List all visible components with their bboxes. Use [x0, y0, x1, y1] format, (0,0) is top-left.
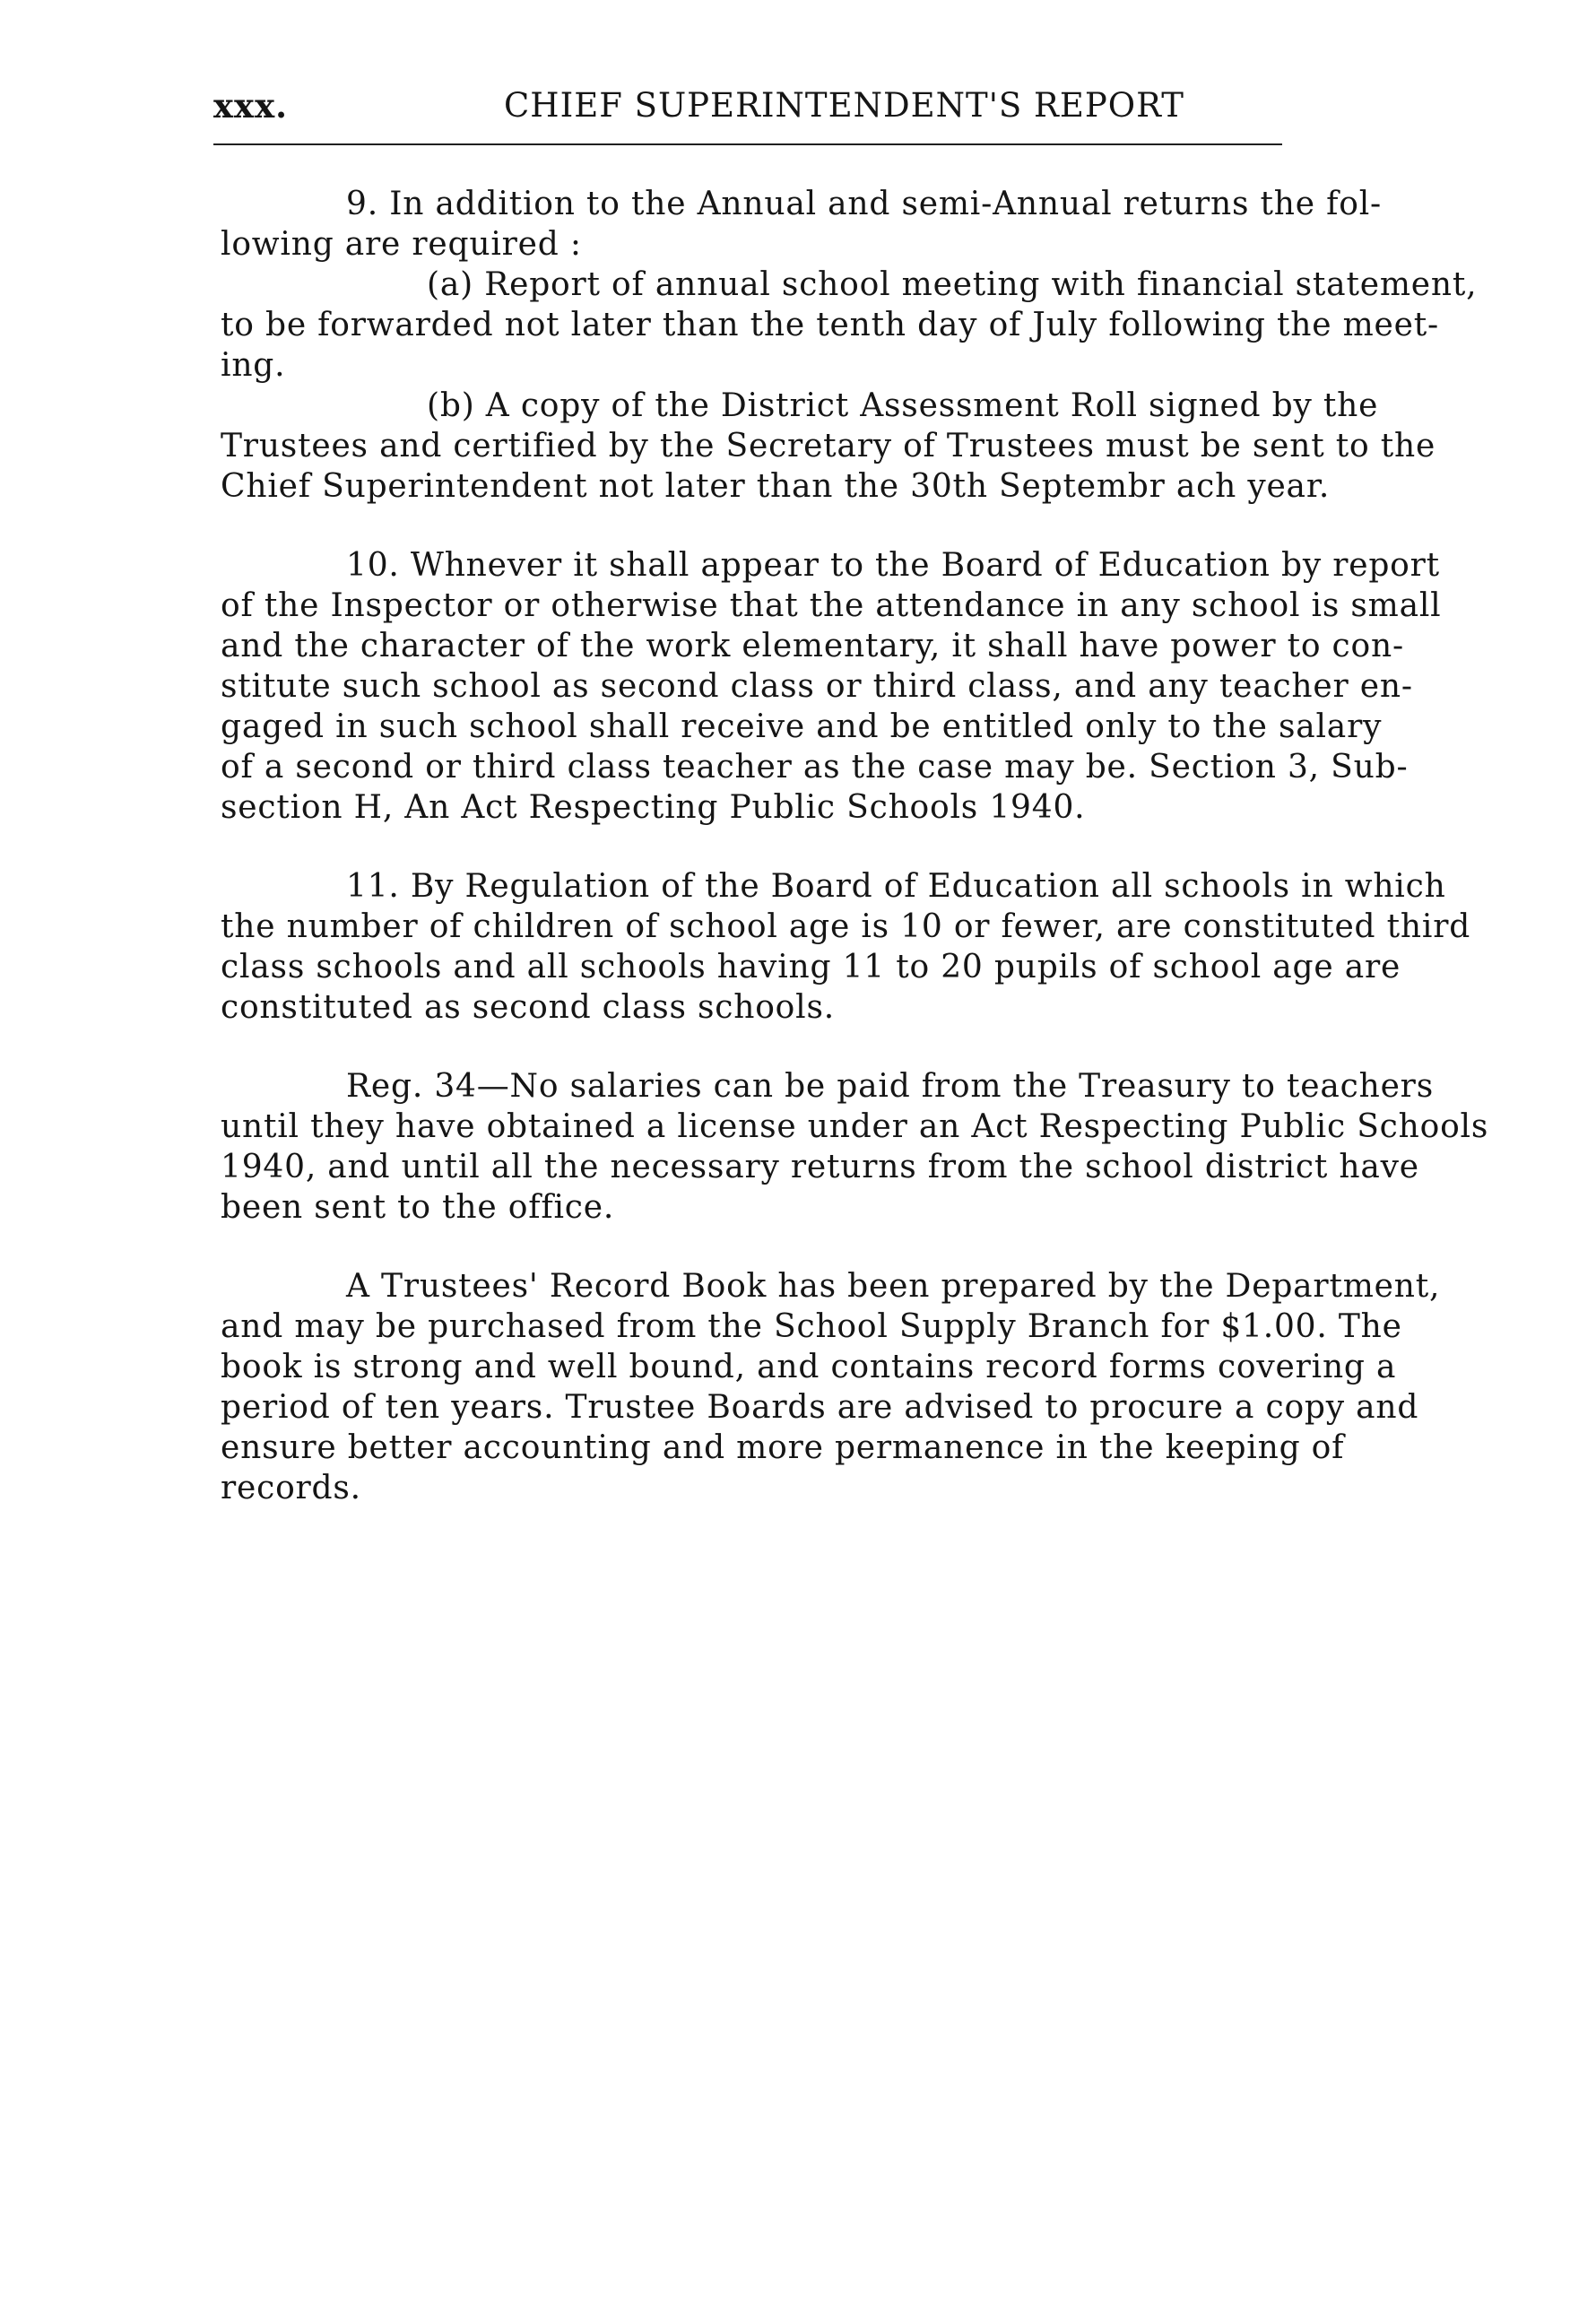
text-line: class schools and all schools having 11 to 20 pupils of school age are [221, 949, 1401, 985]
text-line: to be forwarded not later than the tenth day of July following the meet- [221, 307, 1439, 343]
text-line: book is strong and well bound, and contains record forms covering a [221, 1349, 1397, 1385]
header-rule [213, 143, 1282, 145]
paragraph-9a [221, 265, 1574, 386]
text-line: ensure better accounting and more permanence in the keeping of [221, 1429, 1345, 1466]
report-body [221, 184, 1574, 1508]
text-line: of a second or third class teacher as the case may be. Section 3, Sub- [221, 749, 1409, 786]
text-line: 11. By Regulation of the Board of Education all schools in which [346, 868, 1446, 905]
text-line: (b) A copy of the District Assessment Roll signed by the [427, 387, 1379, 424]
text-line: records. [221, 1470, 361, 1506]
running-title: CHIEF SUPERINTENDENT'S REPORT [504, 86, 1184, 125]
text-line: Chief Superintendent not later than the 30th Septembr ach year. [221, 468, 1331, 505]
text-line: until they have obtained a license under an Act Respecting Public Schools [221, 1108, 1489, 1145]
text-line: constituted as second class schools. [221, 989, 835, 1026]
paragraph-record-book [221, 1266, 1574, 1508]
text-line: stitute such school as second class or third class, and any teacher en- [221, 668, 1413, 705]
paragraph-9b [221, 386, 1574, 507]
text-line: the number of children of school age is 10 or fewer, are constituted third [221, 908, 1471, 945]
text-line: (a) Report of annual school meeting with financial statement, [427, 266, 1478, 303]
text-line: and the character of the work elementary, it shall have power to con- [221, 628, 1404, 664]
text-line: 10. Whnever it shall appear to the Board of Education by report [346, 547, 1440, 584]
page-number: xxx. [213, 86, 289, 126]
text-line: 9. In addition to the Annual and semi-Annual returns the fol- [346, 186, 1383, 222]
text-line: gaged in such school shall receive and be entitled only to the salary [221, 708, 1383, 745]
page-header [213, 86, 1282, 149]
text-line: ing. [221, 347, 286, 384]
text-line: lowing are required : [221, 226, 582, 263]
text-line: been sent to the office. [221, 1189, 615, 1226]
text-line: Reg. 34—No salaries can be paid from the Treasury to teachers [346, 1068, 1434, 1105]
text-line: section H, An Act Respecting Public Schools 1940. [221, 789, 1086, 826]
text-line: Trustees and certified by the Secretary of Trustees must be sent to the [221, 428, 1436, 464]
text-line: period of ten years. Trustee Boards are advised to procure a copy and [221, 1389, 1419, 1426]
text-line: 1940, and until all the necessary returns from the school district have [221, 1149, 1419, 1185]
paragraph-11 [221, 866, 1574, 1028]
paragraph-10 [221, 545, 1574, 828]
text-line: A Trustees' Record Book has been prepared by the Department, [346, 1268, 1441, 1305]
text-line: and may be purchased from the School Supply Branch for $1.00. The [221, 1308, 1402, 1345]
text-line: of the Inspector or otherwise that the attendance in any school is small [221, 587, 1442, 624]
paragraph-9 [221, 184, 1574, 265]
paragraph-reg-34 [221, 1066, 1574, 1228]
